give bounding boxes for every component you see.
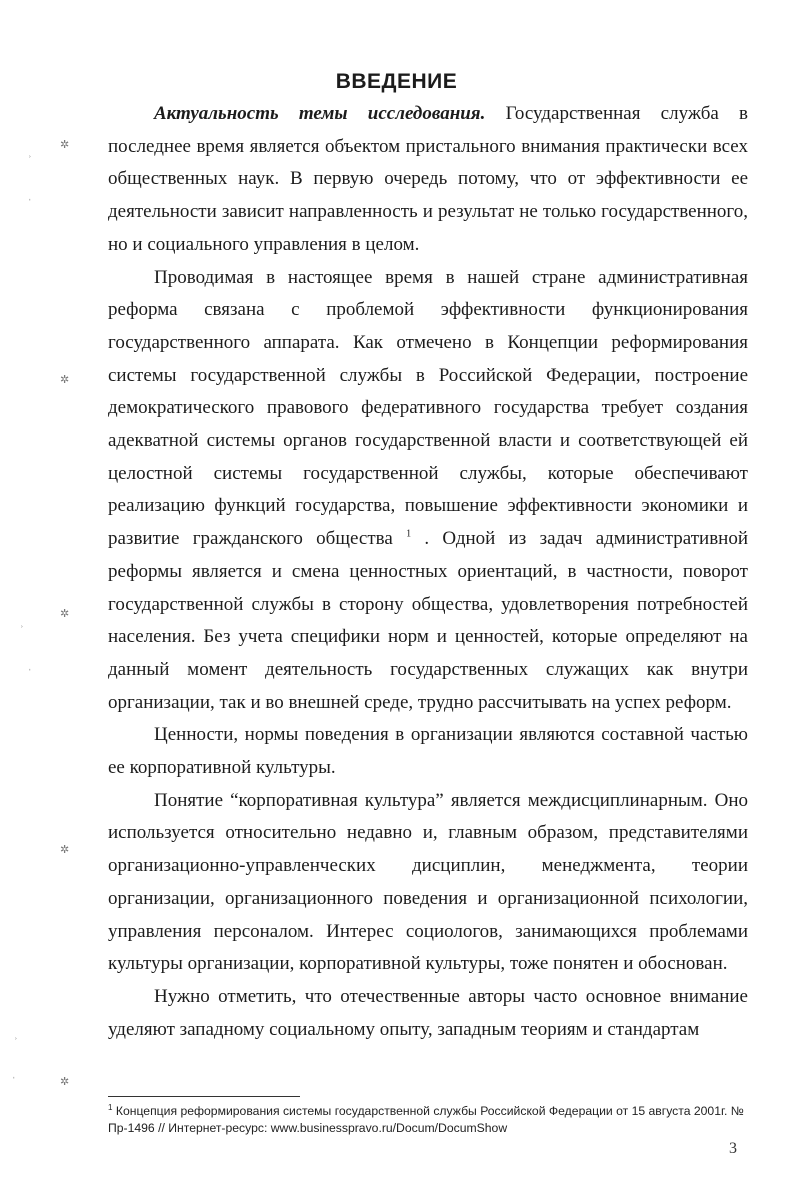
paragraph-5: Нужно отметить, что отечественные авторы часто основное внимание уделяют западному социальному опыту, западным теориям и стандартам bbox=[108, 985, 748, 1040]
scan-speck-mark: ✲ bbox=[60, 1076, 70, 1088]
paragraph-2-text-a: Проводимая в настоящее время в нашей стране административная реформа связана с проблемой эффективности функционирования государственного аппарата. Как отмечено в Концепции реформирования системы государственной службы в Российской Федерации, построение демократического правового федеративного государства требует создания адекватной системы органов государственной власти и соответствующей ей целостной системы государственной службы, которые обеспечивают реализацию функций государства, повышение эффективности экономики и развитие гражданского общества bbox=[108, 266, 748, 550]
scan-speck-mark: ✲ bbox=[60, 374, 70, 386]
scan-speck-mark: ✲ bbox=[60, 139, 70, 151]
scan-speck-mark: ˌ bbox=[28, 189, 32, 201]
scan-speck-mark: ˒ bbox=[14, 1031, 18, 1043]
paragraph-2-text-b: . Одной из задач административной реформы является и смена ценностных ориентаций, в частности, поворот государственной службы в сторону общества, удовлетворения потребностей населения. Без учета специфики норм и ценностей, которые определяют на данный момент деятельность государственных служащих как внутри организации, так и во внешней среде, трудно рассчитывать на успех реформ. bbox=[108, 528, 749, 713]
page-title: ВВЕДЕНИЕ bbox=[335, 70, 458, 93]
paragraph-1-lead: Актуальность темы исследования. bbox=[154, 103, 486, 124]
footnote-text: Концепция реформирования системы государственной службы Российской Федерации от 15 августа 2001г. № Пр-1496 // Интернет-ресурс: www.businesspravo.ru/Docum/DocumShow bbox=[108, 1104, 744, 1135]
paragraph-1-text: Государственная служба в последнее время является объектом пристального внимания практически всех общественных наук. В первую очередь потому, что от эффективности ее деятельности зависит направленность и результат не только государственного, но и социального управления в целом. bbox=[108, 103, 749, 255]
paragraph-4: Понятие “корпоративная культура” является междисциплинарным. Оно используется относительно недавно и, главным образом, представителями организационно-управленческих дисциплин, менеджмента, теории организации, организационного поведения и организационной психологии, управления персоналом. Интерес социологов, занимающихся проблемами культуры организации, корпоративной культуры, тоже понятен и обоснован. bbox=[108, 789, 748, 975]
scan-speck-mark: ˒ bbox=[28, 149, 32, 161]
footnote-number: 1 bbox=[108, 1102, 113, 1112]
scan-speck-mark: ˌ bbox=[12, 1067, 16, 1079]
footnote bbox=[108, 1103, 756, 1137]
scan-speck-mark: ˒ bbox=[20, 619, 24, 631]
scan-speck-mark: ✲ bbox=[60, 608, 70, 620]
scan-speck-mark: ✲ bbox=[60, 844, 70, 856]
footnote-reference[interactable]: 1 bbox=[406, 528, 412, 540]
footnote-divider bbox=[108, 1096, 300, 1097]
paragraph-1 bbox=[108, 98, 748, 262]
paragraph-3: Ценности, нормы поведения в организации являются составной частью ее корпоративной культуры. bbox=[108, 724, 748, 779]
paragraph-2 bbox=[108, 262, 748, 720]
page-number: 3 bbox=[729, 1140, 737, 1157]
main-text bbox=[108, 98, 748, 1046]
scan-speck-mark: ˌ bbox=[28, 659, 32, 671]
